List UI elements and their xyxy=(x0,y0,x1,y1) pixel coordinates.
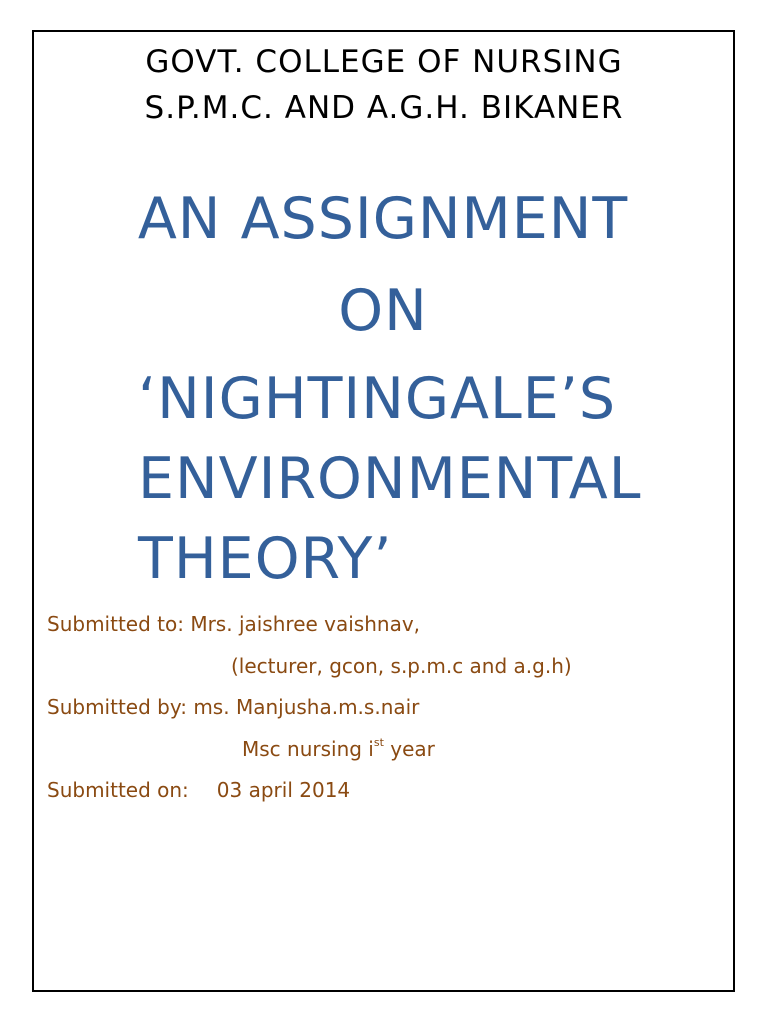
title-line-5: THEORY’ xyxy=(138,526,393,592)
submitted-on-label: Submitted on: xyxy=(47,778,189,802)
submitted-by-value: ms. Manjusha.m.s.nair xyxy=(193,695,420,719)
submitted-to-designation: (lecturer, gcon, s.p.m.c and a.g.h) xyxy=(231,654,572,678)
title-line-2: ON xyxy=(338,278,428,344)
college-name: GOVT. COLLEGE OF NURSING xyxy=(145,44,623,80)
course-superscript: st xyxy=(373,736,384,749)
submitted-to-value: Mrs. jaishree vaishnav, xyxy=(190,612,421,636)
submitted-by xyxy=(47,695,419,719)
submitted-by-label: Submitted by: xyxy=(47,695,187,719)
title-line-1: AN ASSIGNMENT xyxy=(137,186,629,252)
submitted-on-value: 03 april 2014 xyxy=(216,778,351,802)
submitted-to-label: Submitted to: xyxy=(47,612,184,636)
college-location: S.P.M.C. AND A.G.H. BIKANER xyxy=(144,90,624,126)
course-year xyxy=(242,737,435,761)
course-suffix: year xyxy=(383,737,435,761)
title-line-3: ‘NIGHTINGALE’S xyxy=(138,366,617,432)
submitted-on xyxy=(47,778,350,802)
submitted-to xyxy=(47,612,420,636)
title-line-4: ENVIRONMENTAL xyxy=(138,446,642,512)
course-prefix: Msc nursing i xyxy=(242,737,374,761)
